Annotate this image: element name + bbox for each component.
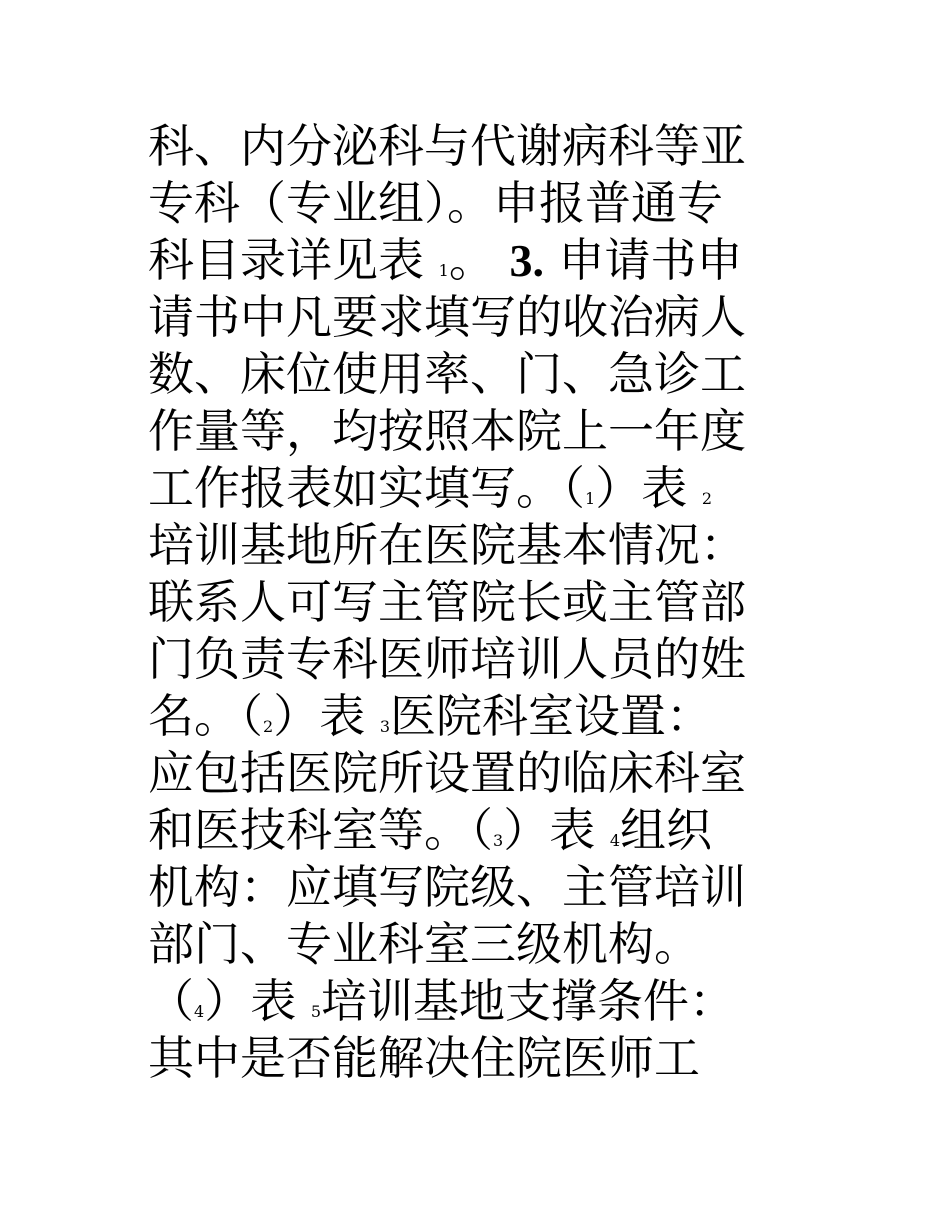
text-segment: 联系人可写主管院长或主管部 (148, 575, 746, 629)
text-segment: 工作报表如实填写。（ (148, 461, 585, 515)
text-line (148, 688, 798, 745)
text-segment: 4 (194, 1002, 205, 1021)
text-segment: 科目录详见表 (148, 233, 439, 287)
text-segment: 门负责专科医师培训人员的姓 (148, 632, 746, 686)
text-line (148, 916, 798, 973)
text-line (148, 973, 798, 1030)
text-segment: ）表 (503, 803, 610, 857)
text-segment: 医院科室设置： (390, 689, 712, 743)
text-segment: ）表 (204, 974, 311, 1028)
text-segment: 科、内分泌科与代谢病科等亚 (148, 119, 746, 173)
text-line (148, 745, 798, 802)
text-segment: 专科（专业组）。申报普通专 (148, 176, 723, 230)
text-segment: 其中是否能解决住院医师工 (148, 1031, 700, 1085)
text-segment: ）表 (273, 689, 380, 743)
text-line (148, 403, 798, 460)
text-segment: 和医技科室等。（ (148, 803, 493, 857)
text-segment: 名。（ (148, 689, 263, 743)
text-segment: 3. (509, 235, 544, 286)
text-line (148, 631, 798, 688)
text-segment: （ (148, 974, 194, 1028)
text-segment: 作量等，均按照本院上一年度 (148, 404, 746, 458)
text-line (148, 460, 798, 517)
text-line (148, 289, 798, 346)
body-text (148, 118, 798, 1087)
text-line (148, 859, 798, 916)
text-segment: 培训基地所在医院基本情况： (148, 518, 746, 572)
text-line (148, 346, 798, 403)
text-line (148, 118, 798, 175)
text-segment: 5 (310, 1002, 321, 1021)
text-segment: 部门、专业科室三级机构。 (148, 917, 700, 971)
text-line (148, 802, 798, 859)
text-line (148, 232, 798, 289)
text-segment: 机构：应填写院级、主管培训 (148, 860, 746, 914)
text-segment: 1 (438, 261, 449, 280)
text-line (148, 1030, 798, 1087)
text-segment: 应包括医院所设置的临床科室 (148, 746, 746, 800)
text-segment: 培训基地支撑条件： (321, 974, 735, 1028)
text-line (148, 574, 798, 631)
text-segment: 组织 (620, 803, 712, 857)
text-segment: 3 (493, 831, 504, 850)
text-line (148, 175, 798, 232)
text-line (148, 517, 798, 574)
text-segment: 请书中凡要求填写的收治病人 (148, 290, 746, 344)
text-segment: 申请书申 (543, 233, 743, 287)
text-segment: 。 (448, 233, 510, 287)
text-segment: ）表 (595, 461, 702, 515)
text-segment: 2 (263, 717, 274, 736)
text-segment: 1 (585, 489, 596, 508)
text-segment: 4 (609, 831, 620, 850)
text-segment: 2 (701, 489, 712, 508)
text-segment: 3 (379, 717, 390, 736)
text-segment: 数、床位使用率、门、急诊工 (148, 347, 746, 401)
